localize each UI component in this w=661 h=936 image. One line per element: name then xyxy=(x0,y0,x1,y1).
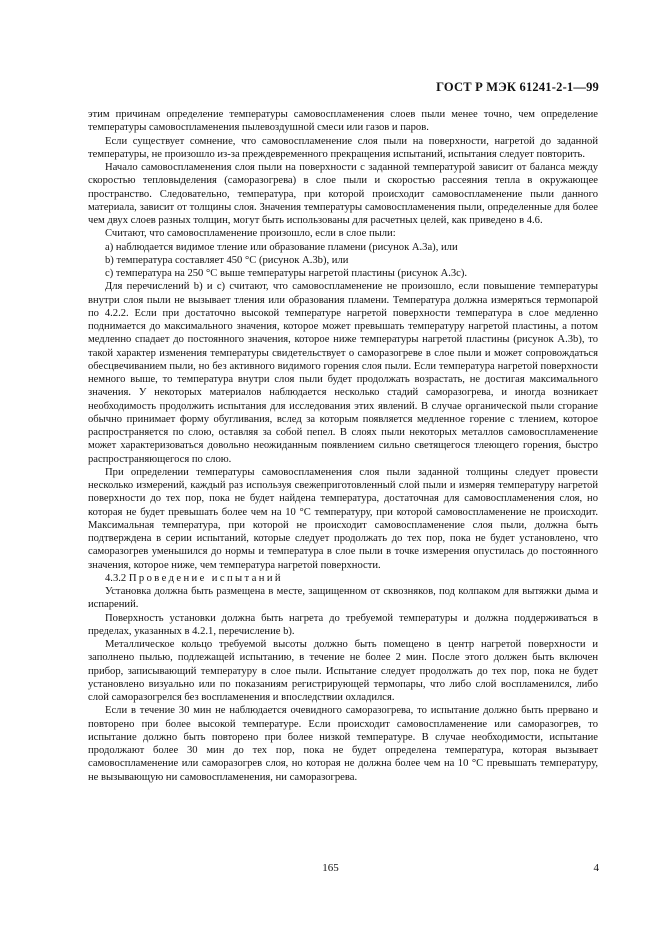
paragraph: Считают, что самовоспламенение произошло, если в слое пыли: xyxy=(105,228,396,240)
sheet-number: 4 xyxy=(593,862,599,874)
paragraph: этим причинам определение температуры самовоспламенения слоев пыли менее точно, чем определение температуры самовоспламенения пылевоздушной смеси или газов и паров. xyxy=(88,109,598,134)
list-item: а) наблюдается видимое тление или образование пламени (рисунок А.3а), или xyxy=(105,241,458,253)
paragraph: Для перечислений b) и с) считают, что самовоспламенение не произошло, если повышение температуры внутри слоя пыли не вызывает тления или образования пламени. Температура должна измеряться термопарой по 4.2.2. Если при достаточно высокой температуре нагретой поверхности температура в слое медленно поднимается до максимального значения, которое может превышать температуру нагретой пластины, а потом медленно спадает до постоянного значения, которое ниже температуры нагретой пластины (рисунок А.3b), то такой характер изменения температуры свидетельствует о саморазогреве в слое пыли и может сопровождаться обесцвечиванием пыли, но без активного видимого горения слоя пыли. Если температура нагретой поверхности немного выше, то температура внутри слоя пыли будет продолжать возрастать, не достигая максимального значения. У некоторых материалов наблюдается несколько стадий саморазогрева, и иногда возникает необходимость продолжить испытания для исследования этих явлений. В случае органической пыли сгорание обычно принимает форму обугливания, вслед за которым появляется медленное горение с тлением, которое распространяется по слою, оставляя за собой пепел. В слоях пыли некоторых металлов самовоспламенение может характеризоваться довольно неожиданным появлением сильно светящегося тлеющего горения, быстро распространяющегося по слою. xyxy=(88,281,598,465)
paragraph: Начало самовоспламенения слоя пыли на поверхности с заданной температурой зависит от баланса между скоростью тепловыделения (саморазогрева) в слое пыли и скоростью рассеяния тепла в окружающее пространство. Следовательно, температура, при которой происходит самовоспламенение пыли данного материала, зависит от толщины слоя. Значения температуры самовоспламенения пыли, определенные для более чем двух слоев разных толщин, могут быть использованы для расчетных целей, как приведено в 4.6. xyxy=(88,162,598,226)
paragraph: Поверхность установки должна быть нагрета до требуемой температуры и должна поддерживаться в пределах, указанных в 4.2.1, перечисление b). xyxy=(88,612,598,637)
page-number: 165 xyxy=(322,862,339,874)
document-body xyxy=(88,108,598,784)
list-item: b) температура составляет 450 °С (рисунок А.3b), или xyxy=(105,254,349,266)
document-header: ГОСТ Р МЭК 61241-2-1—99 xyxy=(436,80,599,94)
list-item: с) температура на 250 °С выше температуры нагретой пластины (рисунок А.3с). xyxy=(105,268,468,279)
section-number: 4.3.2 xyxy=(105,572,127,584)
paragraph: Установка должна быть размещена в месте, защищенном от сквозняков, под колпаком для вытяжки дыма и испарений. xyxy=(88,586,598,611)
section-heading xyxy=(88,572,598,585)
paragraph: Если существует сомнение, что самовоспламенение слоя пыли на поверхности, нагретой до заданной температуры, не произошло из-за преждевременного прекращения испытаний, испытания следует повторить. xyxy=(88,135,598,160)
paragraph: При определении температуры самовоспламенения слоя пыли заданной толщины следует провести несколько измерений, каждый раз используя свежеприготовленный слой пыли и измеряя температуру нагретой поверхности до тех пор, пока не будет найдена температура, достаточная для самовоспламенения слоя, но которая не будет превышать более чем на 10 °С температуру, при которой самовоспламенение не происходит. Максимальная температура, при которой не происходит самовоспламенение слоя пыли, должна быть подтверждена в серии испытаний, которые следует продолжать до тех пор, пока не будет установлено, что саморазогрев уменьшился до нормы и температура в слое пыли в точке измерения опустилась до постоянного значения, которое ниже, чем температура нагретой поверхности. xyxy=(88,466,598,571)
paragraph: Если в течение 30 мин не наблюдается очевидного саморазогрева, то испытание должно быть прервано и повторено при более высокой температуре. Если происходит самовоспламенение или саморазогрев, то испытание должно быть повторено при более низкой температуре. В случае необходимости, испытание продолжают более 30 мин до тех пор, пока не будет определена температура, которая вызывает самовоспламенение или саморазогрев слоя, но которая не должна более чем на 10 °С превышать температуру, не вызывающую ни самовоспламенения, ни саморазогрева. xyxy=(88,705,598,783)
section-title: Проведение испытаний xyxy=(128,572,283,584)
paragraph: Металлическое кольцо требуемой высоты должно быть помещено в центр нагретой поверхности и заполнено пылью, подлежащей испытанию, в течение не более 2 мин. После этого должен быть включен прибор, записывающий температуру в слое пыли. Испытание следует продолжать до тех пор, пока не будет установлено визуально или по показаниям регистрирующей термопары, что либо слой воспламенился, либо слой саморазогрелся без воспламенения и впоследствии охладился. xyxy=(88,639,598,703)
